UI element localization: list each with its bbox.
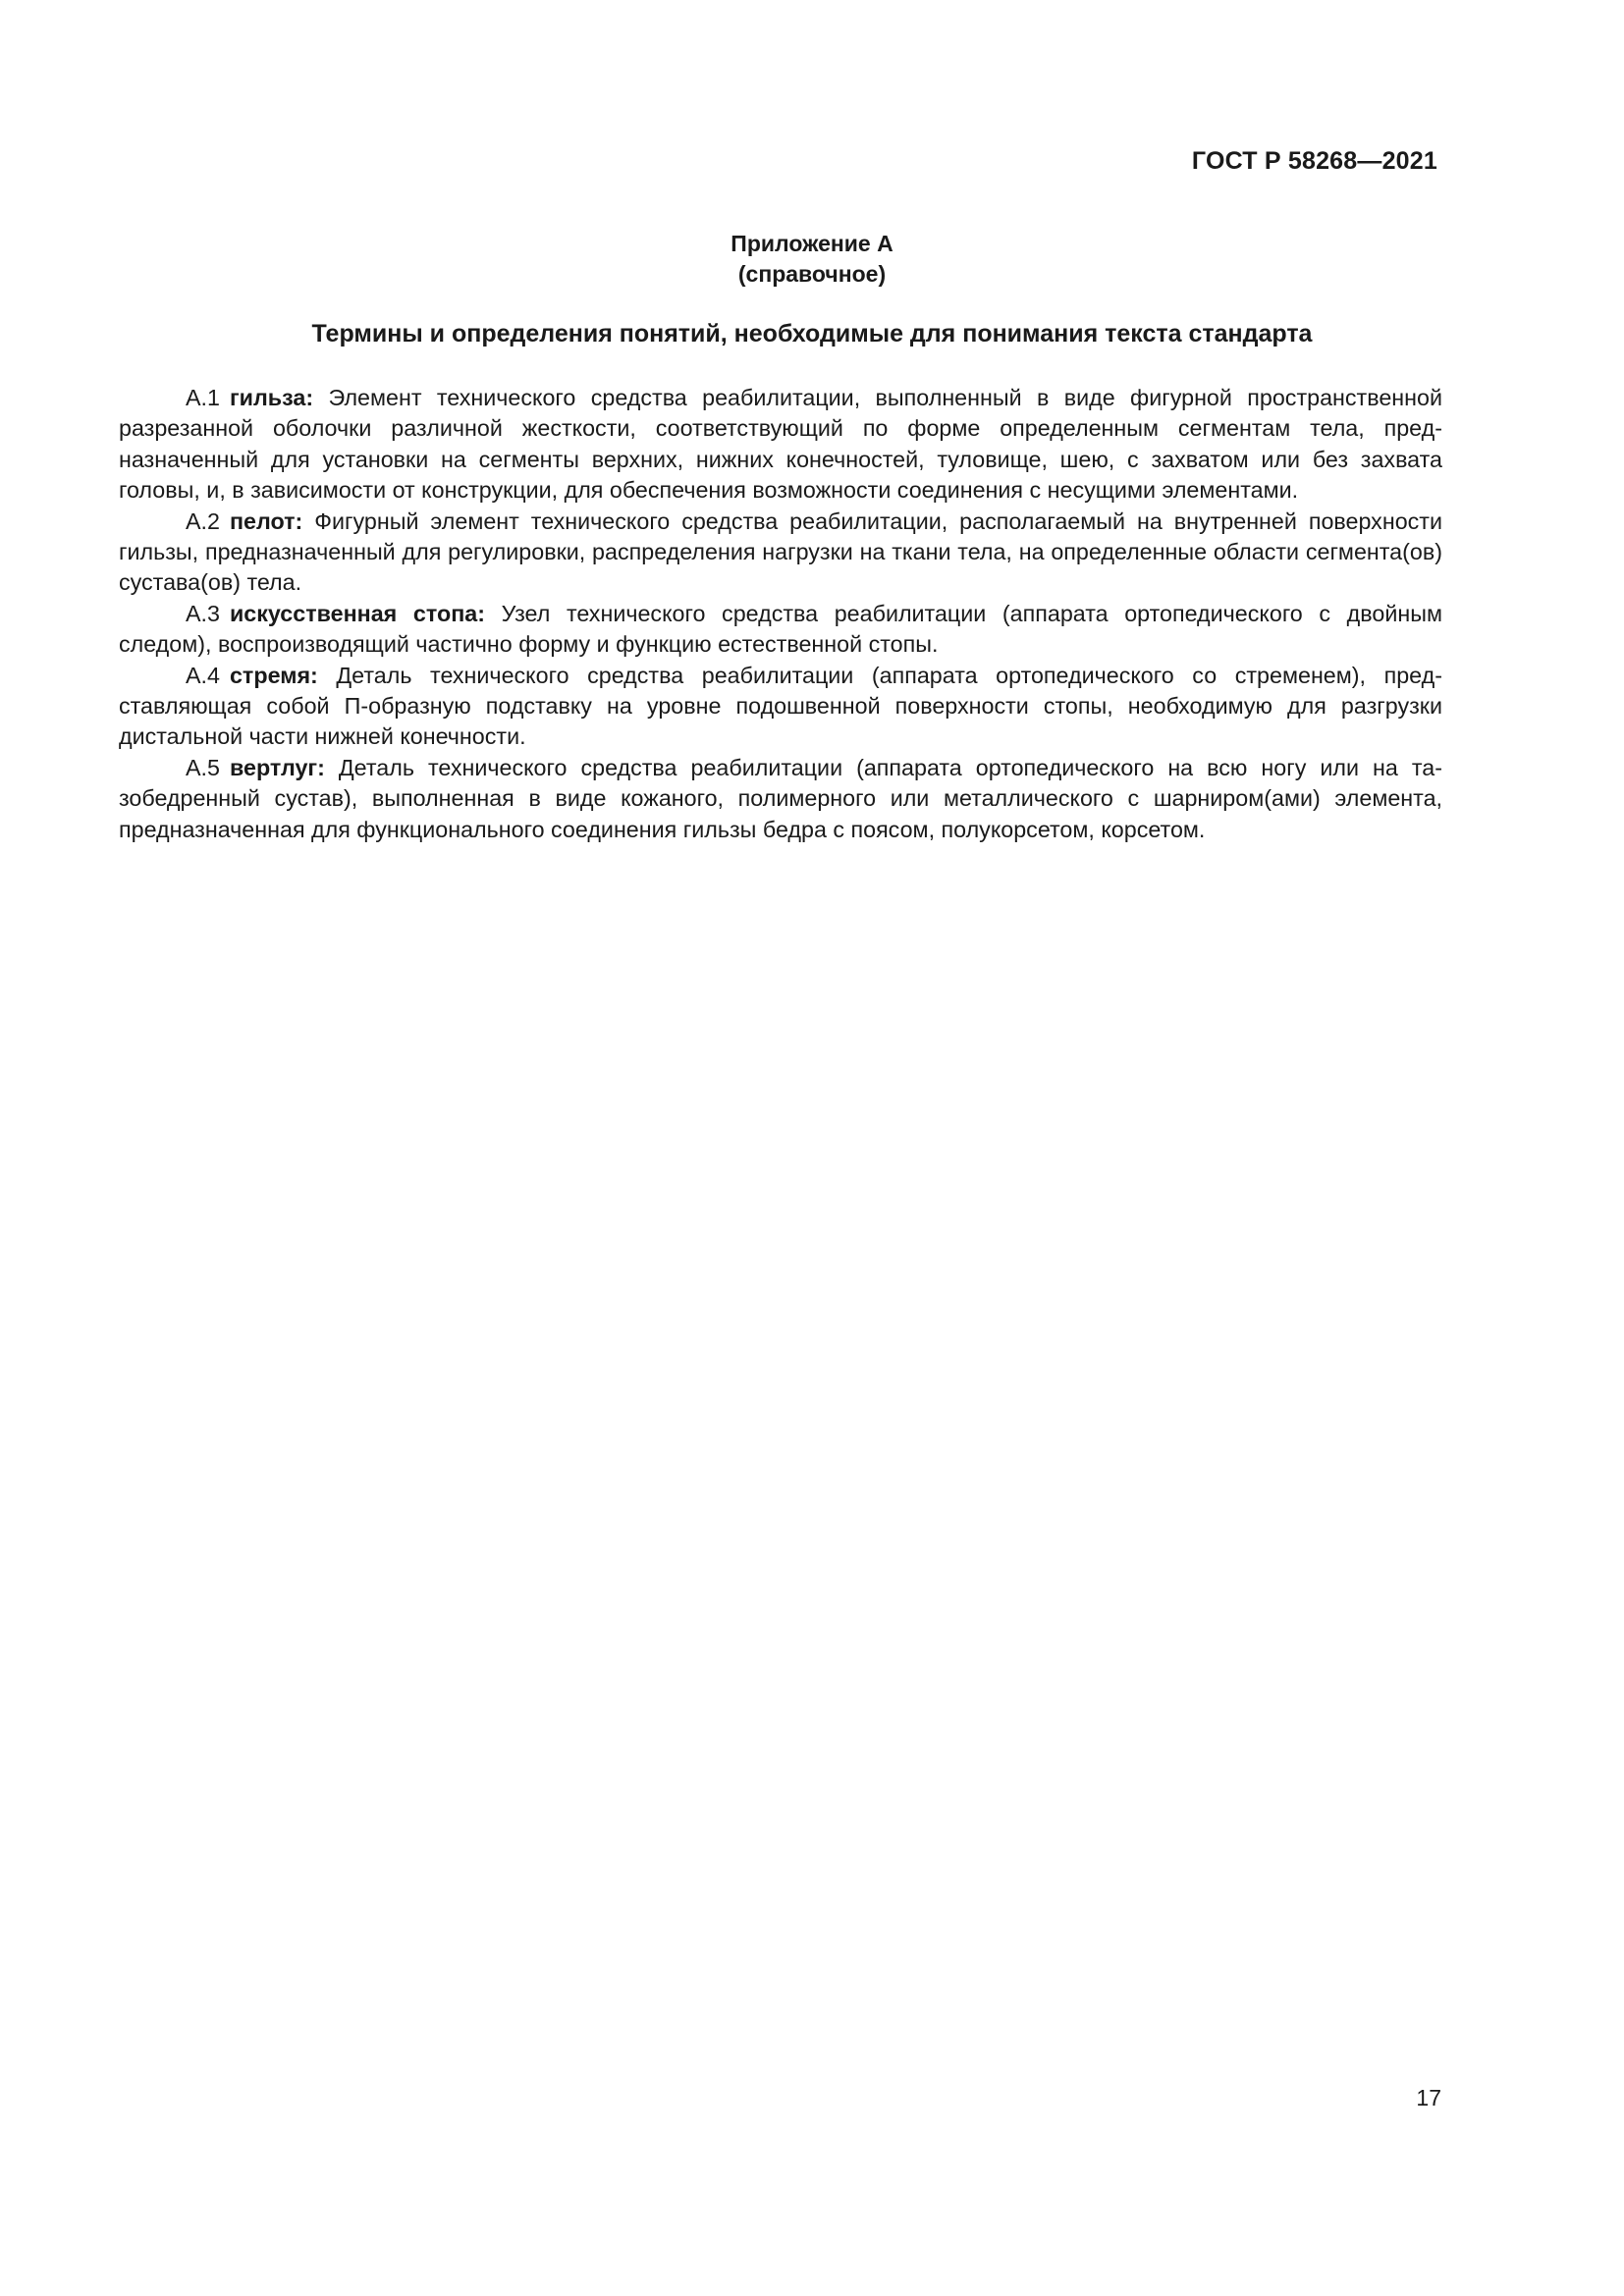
term-entry-a4 xyxy=(119,661,1442,753)
term-number: А.1 xyxy=(186,385,220,410)
appendix-type: (справочное) xyxy=(737,261,887,287)
term-number: А.4 xyxy=(186,662,220,688)
term-entry-a2 xyxy=(119,507,1442,599)
term-number: А.5 xyxy=(186,754,220,780)
term-number: А.2 xyxy=(186,507,220,534)
term-name: стремя: xyxy=(229,662,318,688)
term-name: пелот: xyxy=(229,507,303,534)
term-definition: Деталь технического средства реабилитации (аппарата ортопедического на всю ногу или на тазобедренный сустав), выполненная в виде кожаного, полимерного или металлического с шарниром(ами) элемента, предназначенная для функционального соединения гильзы бедра с поясом, полукорсетом, корсетом. xyxy=(119,754,1442,842)
document-code: ГОСТ Р 58268—2021 xyxy=(1191,147,1437,175)
term-number: А.3 xyxy=(186,600,220,626)
appendix-title: Термины и определения понятий, необходимые для понимания текста стандарта xyxy=(311,320,1313,347)
appendix-heading xyxy=(0,229,1624,290)
term-definition: Деталь технического средства реабилитации (аппарата ортопедического со стременем), представляющая собой П-образную подставку на уровне подошвенной поверхности стопы, необходимую для разгрузки дистальной части нижней конечности. xyxy=(119,662,1442,750)
term-definition: Фигурный элемент технического средства реабилитации, располагаемый на внутренней поверхности гильзы, предназначенный для регулировки, распределения нагрузки на ткани тела, на определенные области сегмента(ов) сустава(ов) тела. xyxy=(119,507,1442,596)
term-entry-a5 xyxy=(119,753,1442,845)
terms-list xyxy=(119,383,1442,845)
term-entry-a3 xyxy=(119,599,1442,661)
term-definition: Узел технического средства реабилитации (аппарата ортопедического с двойным следом), воспроизводящий частично форму и функцию естественной стопы. xyxy=(119,600,1442,658)
term-name: искусственная стопа: xyxy=(229,600,485,626)
term-name: вертлуг: xyxy=(229,754,325,780)
term-name: гильза: xyxy=(229,385,314,410)
term-entry-a1 xyxy=(119,383,1442,507)
page-number: 17 xyxy=(1416,2085,1441,2110)
appendix-label: Приложение А xyxy=(731,231,893,256)
term-definition: Элемент технического средства реабилитации, выполненный в виде фигурной пространственной разрезанной оболочки различной жесткости, соответствующий по форме определенным сегментам тела, предназначенный для установки на сегменты верхних, нижних конечностей, туловище, шею, с захватом или без захвата головы, и, в зависимости от конструкции, для обеспечения возможности соединения с несущими элементами. xyxy=(119,385,1442,504)
